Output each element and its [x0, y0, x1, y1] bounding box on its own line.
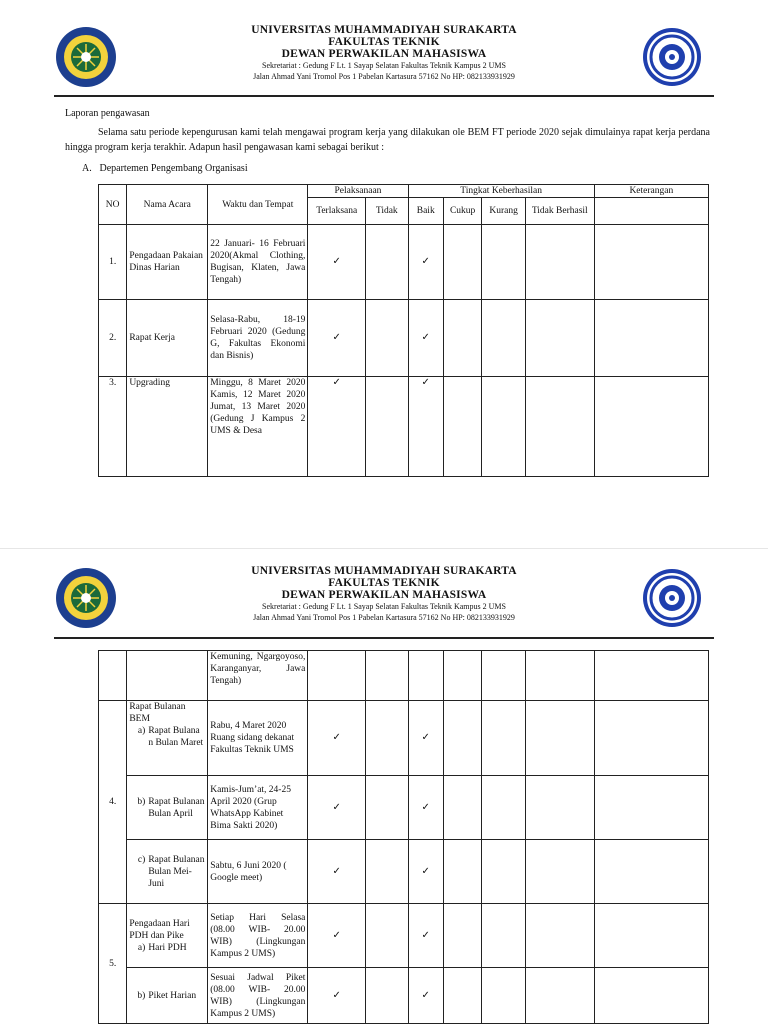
sub-item [129, 942, 205, 954]
oversight-table-page1 [98, 184, 709, 477]
check-good: ✓ [408, 300, 443, 377]
cell-less [482, 840, 525, 904]
cell-less [482, 300, 525, 377]
university-seal-icon [52, 567, 120, 629]
check-done: ✓ [308, 968, 366, 1024]
council-name: DEWAN PERWAKILAN MAHASISWA [281, 589, 487, 601]
check-good: ✓ [408, 701, 443, 776]
sub-event: Hari PDH [148, 942, 187, 953]
header-less: Kurang [482, 198, 525, 225]
row-time-place: Minggu, 8 Maret 2020 Kamis, 12 Maret 2020 Jumat, 13 Maret 2020 (Gedung J Kampus 2 UMS & Desa [208, 377, 308, 477]
dpm-logo-icon [638, 26, 706, 88]
dpm-logo-icon [638, 567, 706, 629]
row-event [127, 904, 208, 968]
secretariat-line: Sekretariat : Gedung F Lt. 1 Sayap Selatan Fakultas Teknik Kampus 2 UMS [262, 61, 506, 70]
sub-marker: a) [137, 942, 146, 953]
cell-enough [443, 968, 481, 1024]
letterhead-rule [54, 95, 714, 97]
cell-less [482, 776, 525, 840]
cell-notes [594, 651, 708, 701]
cell-less [482, 904, 525, 968]
sub-marker: b) [137, 796, 146, 807]
check-done: ✓ [308, 377, 366, 477]
cell-failed [525, 904, 594, 968]
header-enough: Cukup [443, 198, 481, 225]
cell-failed [525, 225, 594, 300]
cell-not [366, 968, 408, 1024]
row-no: 2. [99, 300, 127, 377]
table-row [99, 776, 709, 840]
row-event [127, 776, 208, 840]
table-row [99, 904, 709, 968]
cell-failed [525, 701, 594, 776]
cell-not [366, 651, 408, 701]
cell-good [408, 651, 443, 701]
cell-enough [443, 651, 481, 701]
header-time-place: Waktu dan Tempat [208, 185, 308, 225]
check-good: ✓ [408, 904, 443, 968]
cell-notes [594, 377, 708, 477]
check-done: ✓ [308, 225, 366, 300]
sub-item [129, 796, 205, 820]
cell-failed [525, 651, 594, 701]
cell-notes [594, 904, 708, 968]
row-event [127, 701, 208, 776]
cell-less [482, 968, 525, 1024]
table-row [99, 840, 709, 904]
row-title: Rapat Bulanan BEM [129, 702, 186, 724]
check-done: ✓ [308, 840, 366, 904]
table-row [99, 651, 709, 701]
letterhead [0, 563, 768, 625]
row-time-place: Kemuning, Ngargoyoso, Karanganyar, Jawa Tengah) [208, 651, 308, 701]
letterhead-rule [54, 637, 714, 639]
cell-not [366, 904, 408, 968]
cell-notes [594, 968, 708, 1024]
university-name: UNIVERSITAS MUHAMMADIYAH SURAKARTA [251, 24, 517, 36]
row-time-place: Kamis-Jum’at, 24-25 April 2020 (Grup WhatsApp Kabinet Bima Sakti 2020) [208, 776, 308, 840]
cell-enough [443, 840, 481, 904]
section-heading [82, 163, 248, 174]
row-event [127, 968, 208, 1024]
row-event [127, 651, 208, 701]
header-no: NO [99, 185, 127, 225]
header-notes-blank [594, 198, 708, 225]
header-failed: Tidak Berhasil [525, 198, 594, 225]
row-event: Pengadaan Pakaian Dinas Harian [127, 225, 208, 300]
cell-failed [525, 968, 594, 1024]
table-row [99, 968, 709, 1024]
cell-not [366, 701, 408, 776]
address-line: Jalan Ahmad Yani Tromol Pos 1 Pabelan Kartasura 57162 No HP: 082133931929 [253, 613, 515, 622]
row-no: 5. [99, 904, 127, 1024]
sub-marker: b) [137, 990, 146, 1001]
section-letter: A. [82, 163, 92, 174]
council-name: DEWAN PERWAKILAN MAHASISWA [281, 48, 487, 60]
university-seal-icon [52, 26, 120, 88]
table-row [99, 701, 709, 776]
faculty-name: FAKULTAS TEKNIK [328, 577, 440, 589]
cell-enough [443, 300, 481, 377]
header-notes: Keterangan [594, 185, 708, 198]
row-time-place: Sesuai Jadwal Piket (08.00 WIB- 20.00 WIB) (Lingkungan Kampus 2 UMS) [208, 968, 308, 1024]
row-event [127, 840, 208, 904]
cell-enough [443, 904, 481, 968]
cell-less [482, 225, 525, 300]
cell-enough [443, 225, 481, 300]
cell-not [366, 840, 408, 904]
cell-failed [525, 776, 594, 840]
cell-notes [594, 701, 708, 776]
check-good: ✓ [408, 377, 443, 477]
row-no [99, 651, 127, 701]
header-done: Terlaksana [308, 198, 366, 225]
row-event: Upgrading [127, 377, 208, 477]
row-no: 3. [99, 377, 127, 477]
table-row [99, 377, 709, 477]
header-good: Baik [408, 198, 443, 225]
row-title: Pengadaan Hari PDH dan Pike [129, 918, 190, 941]
address-line: Jalan Ahmad Yani Tromol Pos 1 Pabelan Kartasura 57162 No HP: 082133931929 [253, 72, 515, 81]
sub-item [129, 990, 205, 1002]
row-no: 4. [99, 701, 127, 904]
faculty-name: FAKULTAS TEKNIK [328, 36, 440, 48]
sub-item [129, 854, 205, 890]
check-done: ✓ [308, 904, 366, 968]
cell-less [482, 701, 525, 776]
check-good: ✓ [408, 968, 443, 1024]
cell-enough [443, 701, 481, 776]
report-label: Laporan pengawasan [65, 108, 150, 119]
secretariat-line: Sekretariat : Gedung F Lt. 1 Sayap Selatan Fakultas Teknik Kampus 2 UMS [262, 602, 506, 611]
check-done: ✓ [308, 300, 366, 377]
document-page-2 [0, 548, 768, 1025]
check-good: ✓ [408, 225, 443, 300]
check-good: ✓ [408, 840, 443, 904]
cell-done [308, 651, 366, 701]
header-implementation: Pelaksanaan [308, 185, 408, 198]
cell-notes [594, 776, 708, 840]
table-row [99, 300, 709, 377]
header-success-level: Tingkat Keberhasilan [408, 185, 594, 198]
cell-failed [525, 300, 594, 377]
intro-paragraph: Selama satu periode kepengurusan kami telah mengawai program kerja yang dilakukan ole BEM FT periode 2020 sejak dimulainya rapat kerja perdana hingga program kerja terakhir. Adapun hasil pengawasan kami sebagai berikut : [65, 127, 710, 153]
sub-event: Rapat Bulana n Bulan Maret [148, 726, 204, 748]
university-name: UNIVERSITAS MUHAMMADIYAH SURAKARTA [251, 565, 517, 577]
row-time-place: Setiap Hari Selasa (08.00 WIB- 20.00 WIB) (Lingkungan Kampus 2 UMS) [208, 904, 308, 968]
check-good: ✓ [408, 776, 443, 840]
letterhead [0, 22, 768, 84]
cell-enough [443, 377, 481, 477]
row-no: 1. [99, 225, 127, 300]
sub-marker: c) [137, 854, 146, 865]
check-done: ✓ [308, 776, 366, 840]
header-not: Tidak [366, 198, 409, 225]
cell-notes [594, 225, 708, 300]
check-done: ✓ [308, 701, 366, 776]
section-title: Departemen Pengembang Organisasi [99, 163, 248, 174]
sub-item [129, 725, 205, 749]
row-time-place: 22 Januari- 16 Februari 2020(Akmal Clothing, Bugisan, Klaten, Jawa Tengah) [208, 225, 308, 300]
cell-failed [525, 840, 594, 904]
sub-event: Piket Harian [148, 990, 197, 1001]
cell-notes [594, 840, 708, 904]
table-row [99, 225, 709, 300]
cell-not [366, 377, 409, 477]
sub-event: Rapat Bulanan Bulan April [148, 796, 205, 819]
cell-notes [594, 300, 708, 377]
cell-enough [443, 776, 481, 840]
sub-marker: a) [137, 726, 146, 736]
sub-event: Rapat Bulanan Bulan Mei-Juni [148, 854, 205, 889]
cell-not [366, 776, 408, 840]
header-event: Nama Acara [127, 185, 208, 225]
cell-failed [525, 377, 594, 477]
row-event: Rapat Kerja [127, 300, 208, 377]
row-time-place: Selasa-Rabu, 18-19 Februari 2020 (Gedung G, Fakultas Ekonomi dan Bisnis) [208, 300, 308, 377]
cell-not [366, 300, 409, 377]
cell-not [366, 225, 409, 300]
row-time-place: Sabtu, 6 Juni 2020 ( Google meet) [208, 840, 308, 904]
cell-less [482, 651, 525, 701]
cell-less [482, 377, 525, 477]
row-time-place: Rabu, 4 Maret 2020 Ruang sidang dekanat Fakultas Teknik UMS [208, 701, 308, 776]
oversight-table-page2 [98, 650, 709, 1024]
